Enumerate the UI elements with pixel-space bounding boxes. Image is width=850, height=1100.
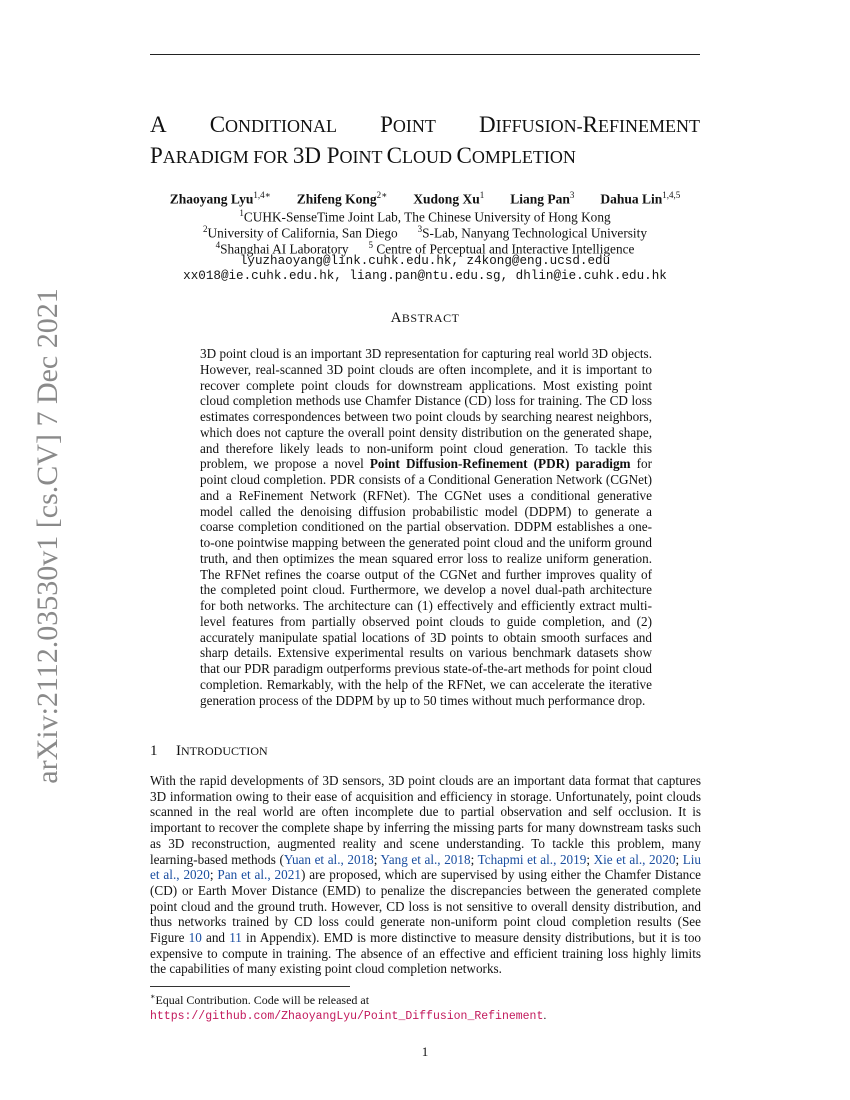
email-line-2: xx018@ie.cuhk.edu.hk, liang.pan@ntu.edu.sg, dhlin@ie.cuhk.edu.hk: [183, 269, 667, 283]
abstract-bold-phrase: Point Diffusion-Refinement (PDR) paradigm: [369, 456, 631, 472]
title-line-2: PARADIGM FOR 3D POINT CLOUD COMPLETION: [150, 143, 576, 168]
affiliation-4-5: $^4$Shanghai AI Laboratory $^5$ Centre of Perceptual and Interactive Intelligence: [215, 240, 635, 257]
citation-link[interactable]: Yang et al., 2018: [380, 851, 471, 867]
footnote: ∗Equal Contribution. Code will be released at https://github.com/ZhaoyangLyu/Point_Diffusion_Refinement.: [150, 992, 547, 1023]
abstract-text: 3D point cloud is an important 3D representation for capturing real world 3D objects. However, real-scanned 3D point clouds are often incomplete, and it is important to recover complete point clouds for downstream applications. Most existing point cloud completion methods use Chamfer Distance (CD) loss for training. The CD loss estimates correspondences between two point clouds by searching nearest neighbors, which does not capture the overall point density distribution on the generated shape, and therefore likely leads to non-uniform point cloud generation. To tackle this problem, we propose a novel Point Diffusion-Refinement (PDR) paradigm for point cloud completion. PDR consists of a Conditional Generation Network (CGNet) and a ReFinement Network (RFNet). The CGNet uses a conditional generative model called the denoising diffusion probabilistic model (DDPM) to generate a coarse completion conditioned on the partial observation. DDPM establishes a one-to-one pointwise mapping between the generated point cloud and the uniform ground truth, and then optimizes the mean squared error loss to realize uniform generation. The RFNet refines the coarse output of the CGNet and further improves quality of the completed point cloud. Furthermore, we develop a novel dual-path architecture for both networks. The architecture can (1) effectively and efficiently extract multi-level features from partially observed point clouds to guide completion, and (2) accurately manipulate spatial locations of 3D points to obtain smooth surfaces and sharp details. Extensive experimental results on various benchmark datasets show that our PDR paradigm outperforms previous state-of-the-art methods for point cloud completion. Remarkably, with the help of the RFNet, we can accelerate the iterative generation process of the DDPM by up to 50 times without much performance drop.: [200, 346, 652, 708]
figure-link[interactable]: 10: [188, 930, 202, 946]
title-word: POINT: [380, 112, 436, 137]
affiliation-1: $^1$CUHK-SenseTime Joint Lab, The Chinese University of Hong Kong: [239, 208, 611, 225]
code-url-link[interactable]: https://github.com/ZhaoyangLyu/Point_Diffusion_Refinement: [150, 1010, 544, 1023]
arxiv-stamp: arXiv:2112.03530v1 [cs.CV] 7 Dec 2021: [31, 288, 64, 784]
citation-link[interactable]: Tchapmi et al., 2019: [477, 851, 587, 867]
author: Zhifeng Kong$^{2∗}$: [296, 190, 388, 207]
citation-link[interactable]: Xie et al., 2020: [593, 851, 676, 867]
top-rule: [150, 54, 700, 55]
title-word: CONDITIONAL: [209, 112, 338, 137]
author: Liang Pan$^3$: [510, 190, 575, 207]
citation-link[interactable]: Pan et al., 2021: [217, 867, 301, 883]
author: Xudong Xu$^1$: [413, 190, 485, 207]
author: Dahua Lin$^{1,4,5}$: [600, 190, 681, 207]
figure-link[interactable]: 11: [229, 930, 242, 946]
section-heading-introduction: 1 INTRODUCTION: [150, 743, 268, 759]
footnote-rule: [150, 986, 350, 987]
citation-link[interactable]: Yuan et al., 2018: [283, 851, 374, 867]
paper-title: [150, 110, 700, 172]
title-word: DIFFUSION-REFINEMENT: [478, 112, 700, 137]
citation-link[interactable]: Liu et al., 2020: [150, 851, 702, 883]
introduction-paragraph: With the rapid developments of 3D sensors, 3D point clouds are an important data format that captures 3D information owing to their ease of acquisition and efficiency in storage. Unfortunately, point clouds scanned in the real world are often incomplete due to partial observation and self occlusion. It is important to recover the complete shape by inferring the missing parts for many downstream tasks such as 3D reconstruction, augmented reality and scene understanding. To tackle this problem, many learning-based methods (Yuan et al., 2018; Yang et al., 2018; Tchapmi et al., 2019; Xie et al., 2020; Liu et al., 2020; Pan et al., 2021) are proposed, which are supervised by using either the Chamfer Distance (CD) or Earth Mover Distance (EMD) to penalize the discrepancies between the generated complete point cloud and the ground truth. However, CD loss is not sensitive to overall density distribution, and thus networks trained by CD loss could generate non-uniform point cloud completion results (See Figure 10 and 11 in Appendix). EMD is more distinctive to measure density distributions, but it is too expensive to compute in training. The absence of an effective and efficient training loss highly limits the capabilities of many existing point cloud completion networks.: [150, 773, 702, 977]
title-word: A: [150, 112, 167, 137]
email-line-1: lyuzhaoyang@link.cuhk.edu.hk, z4kong@eng.ucsd.edu: [239, 254, 611, 268]
author: Zhaoyang Lyu$^{1,4∗}$: [169, 190, 271, 207]
abstract-heading: ABSTRACT: [390, 310, 460, 326]
title-line-1: [150, 110, 700, 141]
affiliation-2-3: $^2$University of California, San Diego $^3$S-Lab, Nanyang Technological University: [203, 224, 647, 241]
page-number: 1: [421, 1044, 429, 1059]
